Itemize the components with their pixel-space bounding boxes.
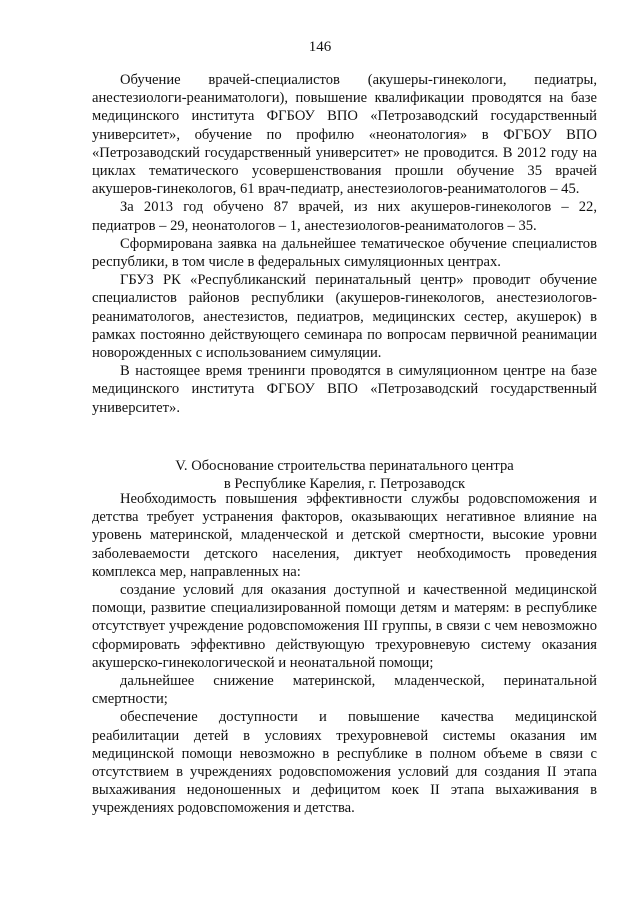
paragraph: Необходимость повышения эффективности службы родовспоможения и детства требует устранения факторов, оказывающих негативное влияние на уровень материнской, младенческой и детской смертности, высокие уровни заболеваемости детского населения, диктует необходимость проведения комплекса мер, направленных на: [92,491,597,580]
paragraph: Обучение врачей-специалистов (акушеры-гинекологи, педиатры, анестезиологи-реаниматологи), повышение квалификации проводятся на базе медицинского института ФГБОУ ВПО «Петрозаводский государственный университет», обучение по профилю «неонатология» в ФГБОУ ВПО «Петрозаводский государственный университет» не проводится. В 2012 году на циклах тематического усовершенствования прошли обучение 35 врачей акушеров-гинекологов, 61 врач-педиатр, анестезиологов-реаниматологов – 45. [92,72,597,198]
paragraph: За 2013 год обучено 87 врачей, из них акушеров-гинекологов – 22, педиатров – 29, неонатологов – 1, анестезиологов-реаниматологов – 35. [92,199,597,234]
paragraph: В настоящее время тренинги проводятся в симуляционном центре на базе медицинского института ФГБОУ ВПО «Петрозаводский государственный университет». [92,363,597,416]
section-heading [92,457,597,493]
paragraph: ГБУЗ РК «Республиканский перинатальный центр» проводит обучение специалистов районов республики (акушеров-гинекологов, анестезиологов-реаниматологов, анестезистов, педиатров, медицинских сестер, акушерок) в рамках постоянно действующего семинара по вопросам первичной реанимации новорожденных с использованием симуляции. [92,272,597,362]
page-number: 146 [308,39,332,55]
paragraph: создание условий для оказания доступной и качественной медицинской помощи, развитие специализированной помощи детям и матерям: в республике отсутствует учреждение родовспоможения III группы, в связи с чем невозможно сформировать эффективно действующую трехуровневую систему оказания акушерско-гинекологической и неонатальной помощи; [92,582,597,671]
text-block-bottom [92,490,597,818]
paragraph: обеспечение доступности и повышение качества медицинской реабилитации детей в условиях трехуровневой системы оказания им медицинской помощи невозможно в республике в полном объеме в связи с отсутствием в учреждениях родовспоможения условий для создания II этапа выхаживания недоношенных и дефицитом коек II этапа выхаживания в учреждениях родовспоможения и детства. [92,709,597,817]
section-heading-line-1: V. Обоснование строительства перинатального центра [175,458,514,474]
paragraph: дальнейшее снижение материнской, младенческой, перинатальной смертности; [92,673,597,708]
text-block-top [92,71,597,417]
section-heading-line-2: в Республике Карелия, г. Петрозаводск [223,476,466,493]
paragraph: Сформирована заявка на дальнейшее тематическое обучение специалистов республики, в том числе в федеральных симуляционных центрах. [92,235,597,271]
